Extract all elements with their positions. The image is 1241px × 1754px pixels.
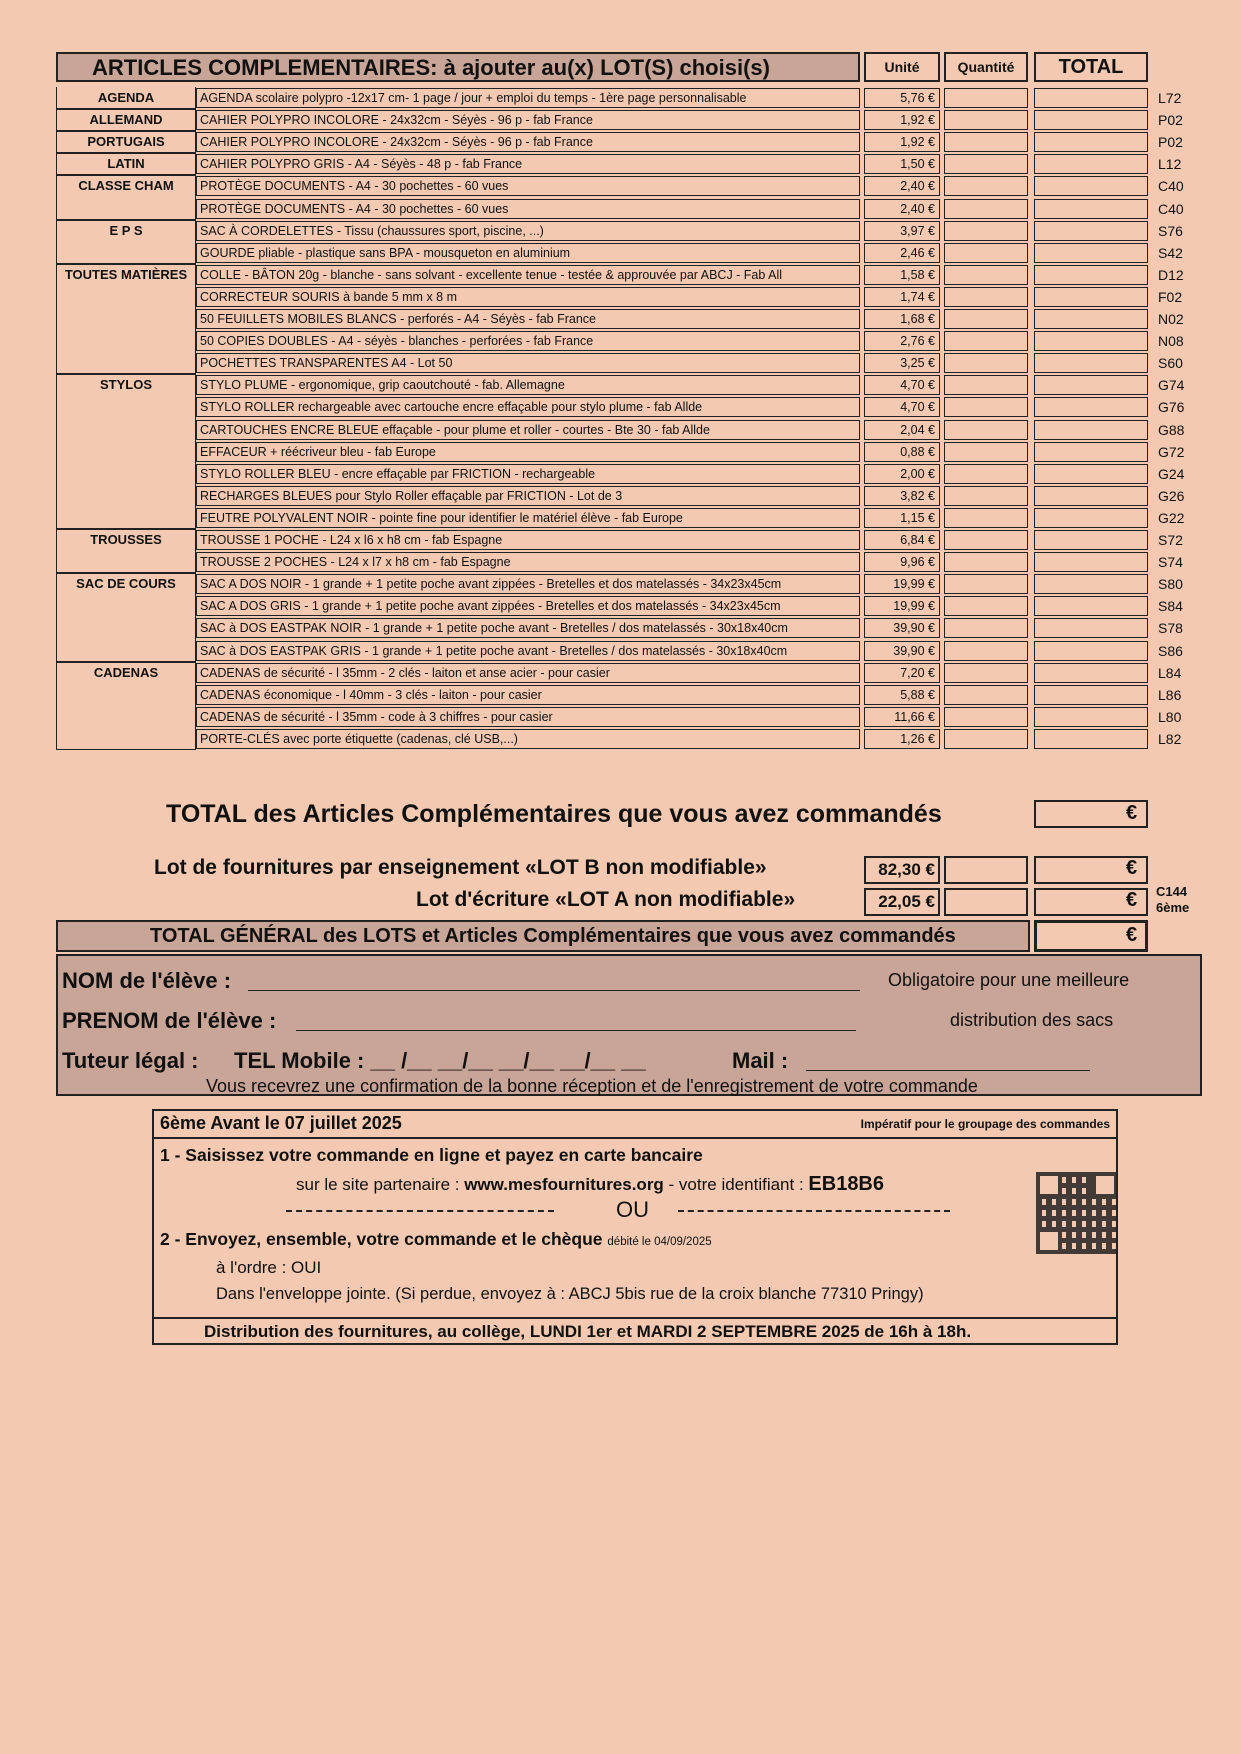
unit-price: 19,99 € <box>864 574 940 594</box>
prenom-field[interactable] <box>296 1010 856 1031</box>
mandatory-note-2: distribution des sacs <box>950 1010 1114 1030</box>
article-description: CAHIER POLYPRO GRIS - A4 - Séyès - 48 p - fab France <box>196 154 860 174</box>
ou-separator: OU <box>616 1197 649 1222</box>
quantity-field[interactable] <box>944 397 1028 417</box>
general-total-label: TOTAL GÉNÉRAL des LOTS et Articles Complémentaires que vous avez commandés <box>150 925 956 947</box>
student-form <box>56 954 1202 1096</box>
distribution-bar <box>154 1317 1116 1345</box>
unit-price: 2,46 € <box>864 243 940 263</box>
quantity-field[interactable] <box>944 287 1028 307</box>
article-description: SAC à DOS EASTPAK GRIS - 1 grande + 1 petite poche avant - Bretelles / dos matelassés - 30x18x40cm <box>196 641 860 661</box>
quantity-field[interactable] <box>944 353 1028 373</box>
unit-price: 2,40 € <box>864 199 940 219</box>
quantity-field[interactable] <box>944 199 1028 219</box>
lot-a-qty-field[interactable] <box>944 888 1028 916</box>
quantity-field[interactable] <box>944 221 1028 241</box>
quantity-field[interactable] <box>944 309 1028 329</box>
step-2 <box>160 1229 712 1250</box>
unit-price: 1,26 € <box>864 729 940 749</box>
unit-price: 39,90 € <box>864 618 940 638</box>
unit-price: 3,25 € <box>864 353 940 373</box>
category-label: CADENAS <box>93 664 159 680</box>
line-total-field[interactable] <box>1034 574 1148 594</box>
article-description: 50 FEUILLETS MOBILES BLANCS - perforés - A4 - Séyès - fab France <box>196 309 860 329</box>
quantity-field[interactable] <box>944 265 1028 285</box>
line-total-field[interactable] <box>1034 707 1148 727</box>
line-total-field[interactable] <box>1034 287 1148 307</box>
quantity-field[interactable] <box>944 596 1028 616</box>
line-total-field[interactable] <box>1034 353 1148 373</box>
article-code: G74 <box>1158 377 1185 394</box>
line-total-field[interactable] <box>1034 596 1148 616</box>
euro-sign: € <box>1126 889 1138 911</box>
line-total-field[interactable] <box>1034 375 1148 395</box>
unit-price: 6,84 € <box>864 530 940 550</box>
article-description: TROUSSE 1 POCHE - L24 x l6 x h8 cm - fab Espagne <box>196 530 860 550</box>
quantity-field[interactable] <box>944 486 1028 506</box>
line-total-field[interactable] <box>1034 132 1148 152</box>
line-total-field[interactable] <box>1034 176 1148 196</box>
category-label: AGENDA <box>97 90 155 105</box>
unit-price: 5,76 € <box>864 88 940 108</box>
line-total-field[interactable] <box>1034 685 1148 705</box>
category-label: ALLEMAND <box>89 112 163 128</box>
article-description: PROTÈGE DOCUMENTS - A4 - 30 pochettes - 60 vues <box>196 199 860 219</box>
distribution-note: Distribution des fournitures, au collège, LUNDI 1er et MARDI 2 SEPTEMBRE 2025 de 16h à 18h. <box>204 1322 972 1341</box>
article-description: PORTE-CLÉS avec porte étiquette (cadenas, clé USB,...) <box>196 729 860 749</box>
total-column-header: TOTAL <box>1034 52 1148 82</box>
article-code: S74 <box>1158 554 1183 571</box>
article-code: L12 <box>1158 156 1182 173</box>
category-label: TOUTES MATIÈRES <box>64 266 188 282</box>
article-description: CADENAS de sécurité - l 35mm - 2 clés - laiton et anse acier - pour casier <box>196 663 860 683</box>
quantity-field[interactable] <box>944 331 1028 351</box>
quantity-field[interactable] <box>944 154 1028 174</box>
line-total-field[interactable] <box>1034 486 1148 506</box>
line-total-field[interactable] <box>1034 442 1148 462</box>
category-cell <box>56 374 196 529</box>
unit-price: 5,88 € <box>864 685 940 705</box>
article-description: POCHETTES TRANSPARENTES A4 - Lot 50 <box>196 353 860 373</box>
unit-price: 2,04 € <box>864 420 940 440</box>
site-prefix: sur le site partenaire : <box>296 1175 465 1194</box>
unit-price: 4,70 € <box>864 375 940 395</box>
line-total-field[interactable] <box>1034 331 1148 351</box>
article-description: STYLO ROLLER BLEU - encre effaçable par FRICTION - rechargeable <box>196 464 860 484</box>
line-total-field[interactable] <box>1034 663 1148 683</box>
article-code: S78 <box>1158 620 1183 637</box>
article-code: S60 <box>1158 355 1183 372</box>
article-code: C40 <box>1158 200 1184 217</box>
line-total-field[interactable] <box>1034 530 1148 550</box>
unit-price: 3,82 € <box>864 486 940 506</box>
nom-field[interactable] <box>248 970 860 991</box>
quantity-field[interactable] <box>944 707 1028 727</box>
category-label: PORTUGAIS <box>87 134 165 150</box>
article-code: G24 <box>1158 465 1185 482</box>
prenom-label: PRENOM de l'élève : <box>62 1008 277 1033</box>
tel-field[interactable]: TEL Mobile : __ /__ __/__ __/__ __/__ __ <box>234 1048 646 1073</box>
article-description: CORRECTEUR SOURIS à bande 5 mm x 8 m <box>196 287 860 307</box>
deadline-bar <box>154 1111 1116 1139</box>
article-description: CADENAS de sécurité - l 35mm - code à 3 chiffres - pour casier <box>196 707 860 727</box>
site-link[interactable]: www.mesfournitures.org <box>464 1175 664 1194</box>
mail-field[interactable] <box>806 1050 1090 1071</box>
euro-sign: € <box>1126 924 1138 946</box>
euro-sign: € <box>1126 802 1138 824</box>
lot-b-price: 82,30 € <box>864 856 940 884</box>
article-code: S84 <box>1158 598 1183 615</box>
article-code: S72 <box>1158 532 1183 548</box>
unit-price: 1,92 € <box>864 110 940 130</box>
unit-price: 0,88 € <box>864 442 940 462</box>
mandatory-note-1: Obligatoire pour une meilleure <box>888 970 1130 990</box>
unit-price: 19,99 € <box>864 596 940 616</box>
envelope-note: Dans l'enveloppe jointe. (Si perdue, envoyez à : ABCJ 5bis rue de la croix blanche 77310 Pringy) <box>216 1285 924 1303</box>
article-description: SAC À CORDELETTES - Tissu (chaussures sport, piscine, ...) <box>196 221 860 241</box>
line-total-field[interactable] <box>1034 618 1148 638</box>
unit-price: 7,20 € <box>864 663 940 683</box>
lot-a-price: 22,05 € <box>864 888 940 916</box>
debit-date: débité le 04/09/2025 <box>607 1236 712 1248</box>
euro-sign: € <box>1126 857 1138 879</box>
ordering-info-box <box>152 1109 1118 1345</box>
unit-price: 1,74 € <box>864 287 940 307</box>
deadline: 6ème Avant le 07 juillet 2025 <box>160 1113 402 1133</box>
article-code: S42 <box>1158 244 1183 261</box>
article-code: L80 <box>1158 708 1182 725</box>
line-total-field[interactable] <box>1034 199 1148 219</box>
article-description: 50 COPIES DOUBLES - A4 - séyès - blanches - perforées - fab France <box>196 331 860 351</box>
unit-price: 9,96 € <box>864 552 940 572</box>
article-code: G72 <box>1158 443 1185 460</box>
unit-price: 1,68 € <box>864 309 940 329</box>
quantity-field[interactable] <box>944 641 1028 661</box>
tuteur-label: Tuteur légal : <box>62 1048 199 1073</box>
category-label: SAC DE COURS <box>76 576 176 592</box>
quantity-field[interactable] <box>944 552 1028 572</box>
step-2-text: 2 - Envoyez, ensemble, votre commande et le chèque <box>160 1229 603 1249</box>
article-description: SAC à DOS EASTPAK NOIR - 1 grande + 1 petite poche avant - Bretelles / dos matelassés - 30x18x40cm <box>196 618 860 638</box>
category-label: TROUSSES <box>90 532 162 547</box>
unit-price: 39,90 € <box>864 641 940 661</box>
article-code: P02 <box>1158 134 1183 151</box>
quantity-field[interactable] <box>944 618 1028 638</box>
article-code: S76 <box>1158 222 1183 239</box>
article-code: N02 <box>1158 311 1184 327</box>
qr-code-icon <box>1036 1172 1118 1254</box>
article-code: G88 <box>1158 421 1185 438</box>
article-code: G76 <box>1158 399 1185 416</box>
category-label: CLASSE CHAM <box>78 178 174 194</box>
article-code: S80 <box>1158 576 1183 593</box>
article-description: GOURDE pliable - plastique sans BPA - mousqueton en aluminium <box>196 243 860 263</box>
article-code: G22 <box>1158 509 1185 526</box>
article-code: C40 <box>1158 178 1184 195</box>
article-description: CARTOUCHES ENCRE BLEUE effaçable - pour plume et roller - courtes - Bte 30 - fab Allde <box>196 420 860 440</box>
article-code: D12 <box>1158 266 1184 283</box>
line-total-field[interactable] <box>1034 552 1148 572</box>
article-description: SAC A DOS NOIR - 1 grande + 1 petite poche avant zippées - Bretelles et dos matelassés - 34x23x45cm <box>196 574 860 594</box>
articles-total-label: TOTAL des Articles Complémentaires que vous avez commandés <box>166 800 942 828</box>
confirmation-note: Vous recevrez une confirmation de la bonne réception et de l'enregistrement de votre commande <box>206 1076 978 1096</box>
article-description: PROTÈGE DOCUMENTS - A4 - 30 pochettes - 60 vues <box>196 176 860 196</box>
separator-right <box>678 1210 950 1212</box>
line-total-field[interactable] <box>1034 110 1148 130</box>
quantity-field[interactable] <box>944 88 1028 108</box>
imperatif-note: Impératif pour le groupage des commandes <box>860 1117 1110 1131</box>
id-prefix: - votre identifiant : <box>663 1175 809 1194</box>
quantity-field[interactable] <box>944 530 1028 550</box>
unit-price: 2,76 € <box>864 331 940 351</box>
quantity-field[interactable] <box>944 508 1028 528</box>
lot-level-value: 6ème <box>1156 900 1190 915</box>
quantity-field[interactable] <box>944 685 1028 705</box>
line-total-field[interactable] <box>1034 420 1148 440</box>
site-line <box>296 1173 884 1196</box>
article-description: AGENDA scolaire polypro -12x17 cm- 1 page / jour + emploi du temps - 1ère page personnalisable <box>196 88 860 108</box>
quantity-field[interactable] <box>944 176 1028 196</box>
line-total-field[interactable] <box>1034 309 1148 329</box>
line-total-field[interactable] <box>1034 265 1148 285</box>
article-code: G26 <box>1158 487 1185 504</box>
unit-price: 1,50 € <box>864 154 940 174</box>
quantity-field[interactable] <box>944 110 1028 130</box>
unit-price: 4,70 € <box>864 397 940 417</box>
line-total-field[interactable] <box>1034 641 1148 661</box>
category-label: E P S <box>109 222 143 238</box>
article-description: STYLO ROLLER rechargeable avec cartouche encre effaçable pour stylo plume - fab Allde <box>196 397 860 417</box>
line-total-field[interactable] <box>1034 397 1148 417</box>
lot-code <box>1156 884 1189 916</box>
line-total-field[interactable] <box>1034 729 1148 749</box>
article-code: L84 <box>1158 664 1182 681</box>
step-1: 1 - Saisissez votre commande en ligne et payez en carte bancaire <box>160 1145 703 1165</box>
quantity-field[interactable] <box>944 574 1028 594</box>
quantity-field[interactable] <box>944 729 1028 749</box>
lot-a-label: Lot d'écriture «LOT A non modifiable» <box>416 888 796 911</box>
line-total-field[interactable] <box>1034 508 1148 528</box>
article-description: CAHIER POLYPRO INCOLORE - 24x32cm - Séyès - 96 p - fab France <box>196 132 860 152</box>
article-description: CAHIER POLYPRO INCOLORE - 24x32cm - Séyès - 96 p - fab France <box>196 110 860 130</box>
unit-price: 2,00 € <box>864 464 940 484</box>
article-description: TROUSSE 2 POCHES - L24 x l7 x h8 cm - fab Espagne <box>196 552 860 572</box>
category-label: STYLOS <box>99 377 152 393</box>
unit-price: 1,58 € <box>864 265 940 285</box>
identifiant: EB18B6 <box>808 1173 885 1195</box>
unit-price: 1,15 € <box>864 508 940 528</box>
quantity-field[interactable] <box>944 243 1028 263</box>
payment-order: à l'ordre : OUI <box>216 1258 322 1277</box>
unit-price: 3,97 € <box>864 221 940 241</box>
article-description: CADENAS économique - l 40mm - 3 clés - laiton - pour casier <box>196 685 860 705</box>
quantity-field[interactable] <box>944 375 1028 395</box>
article-description: COLLE - BÂTON 20g - blanche - sans solvant - excellente tenue - testée & approuvée par ABCJ - Fab All <box>196 265 860 285</box>
article-description: STYLO PLUME - ergonomique, grip caoutchouté - fab. Allemagne <box>196 375 860 395</box>
quantity-field[interactable] <box>944 442 1028 462</box>
article-code: L82 <box>1158 730 1182 747</box>
quantity-field[interactable] <box>944 464 1028 484</box>
article-description: FEUTRE POLYVALENT NOIR - pointe fine pour identifier le matériel élève - fab Europe <box>196 508 860 528</box>
article-description: EFFACEUR + réécriveur bleu - fab Europe <box>196 442 860 462</box>
lot-code-value: C144 <box>1156 884 1188 899</box>
unit-column-header: Unité <box>864 52 940 82</box>
quantity-field[interactable] <box>944 663 1028 683</box>
unit-price: 2,40 € <box>864 176 940 196</box>
line-total-field[interactable] <box>1034 154 1148 174</box>
article-code: S86 <box>1158 642 1183 659</box>
article-code: N08 <box>1158 333 1184 350</box>
article-code: L86 <box>1158 686 1182 703</box>
unit-price: 11,66 € <box>864 707 940 727</box>
article-code: P02 <box>1158 112 1183 129</box>
mail-label: Mail : <box>732 1048 789 1073</box>
category-label: LATIN <box>107 156 145 172</box>
line-total-field[interactable] <box>1034 243 1148 263</box>
article-code: F02 <box>1158 288 1183 305</box>
separator-left <box>286 1210 554 1212</box>
section-title: ARTICLES COMPLEMENTAIRES: à ajouter au(x) LOT(S) choisi(s) <box>56 52 860 82</box>
lot-b-qty-field[interactable] <box>944 856 1028 884</box>
line-total-field[interactable] <box>1034 221 1148 241</box>
nom-label: NOM de l'élève : <box>62 968 232 993</box>
quantity-column-header: Quantité <box>944 52 1028 82</box>
quantity-field[interactable] <box>944 420 1028 440</box>
quantity-field[interactable] <box>944 132 1028 152</box>
line-total-field[interactable] <box>1034 464 1148 484</box>
article-code: L72 <box>1158 90 1182 106</box>
line-total-field[interactable] <box>1034 88 1148 108</box>
article-description: SAC A DOS GRIS - 1 grande + 1 petite poche avant zippées - Bretelles et dos matelassés - 34x23x45cm <box>196 596 860 616</box>
unit-price: 1,92 € <box>864 132 940 152</box>
article-description: RECHARGES BLEUES pour Stylo Roller effaçable par FRICTION - Lot de 3 <box>196 486 860 506</box>
lot-b-label: Lot de fournitures par enseignement «LOT B non modifiable» <box>154 856 767 879</box>
